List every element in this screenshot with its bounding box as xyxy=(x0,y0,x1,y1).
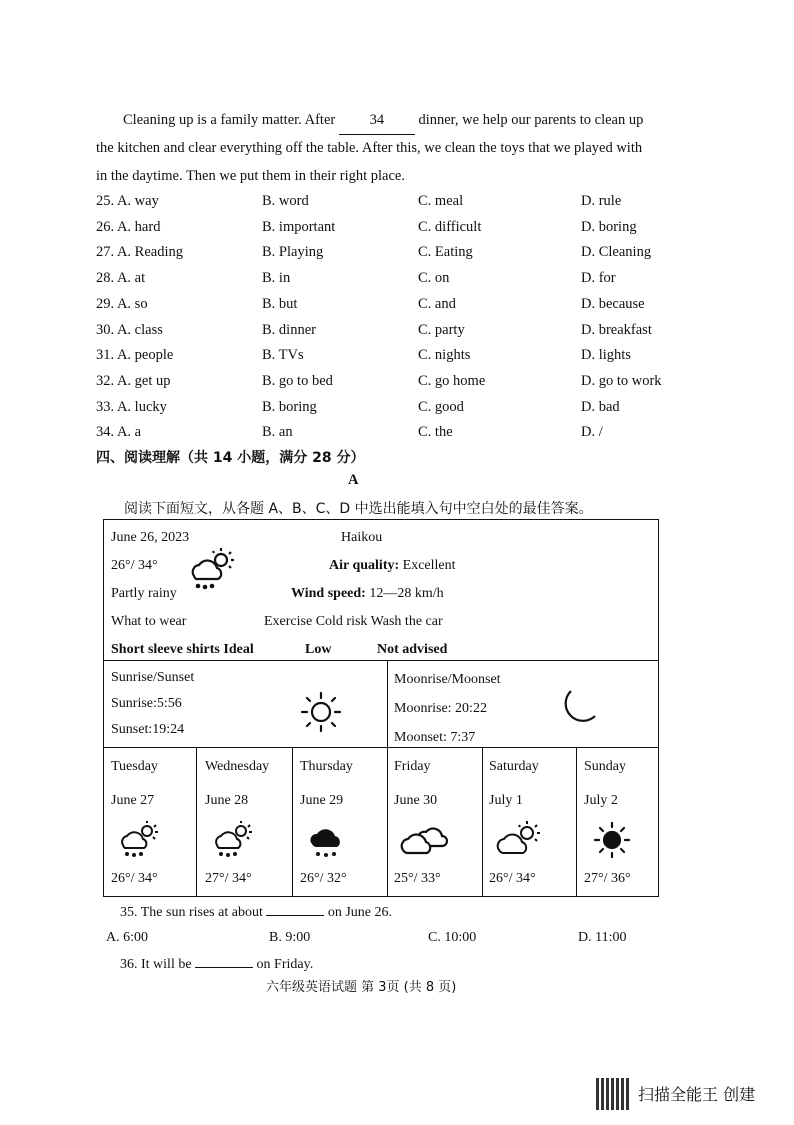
q34-option-d: D. / xyxy=(581,424,603,441)
q30-option-d: D. breakfast xyxy=(581,321,652,338)
q30-option-c: C. party xyxy=(418,321,465,338)
moonrise-time: Moonrise: 20:22 xyxy=(394,701,487,716)
rain-sun-icon xyxy=(211,820,259,860)
q27-option-c: C. Eating xyxy=(418,244,473,261)
q32-option-a: 32. A. get up xyxy=(96,372,171,389)
q28-option-a: 28. A. at xyxy=(96,270,146,287)
wind-speed: Wind speed: 12—28 km/h xyxy=(291,586,444,601)
q32-option-d: D. go to work xyxy=(581,372,662,389)
forecast-day: Saturday xyxy=(489,759,539,774)
forecast-date: June 29 xyxy=(300,793,344,808)
q29-option-d: D. because xyxy=(581,295,645,312)
moon-title: Moonrise/Moonset xyxy=(394,672,501,687)
q28-option-b: B. in xyxy=(262,270,291,287)
sunset-time: Sunset:19:24 xyxy=(111,722,185,737)
forecast-day: Wednesday xyxy=(205,759,270,774)
q27-option-d: D. Cleaning xyxy=(581,244,652,261)
question-number: 34. xyxy=(96,424,115,441)
q35-option-d: D. 11:00 xyxy=(578,930,627,945)
divider xyxy=(387,660,388,747)
scanner-watermark: 扫描全能王 创建 xyxy=(638,1085,756,1104)
q27-option-b: B. Playing xyxy=(262,244,324,261)
q26-option-d: D. boring xyxy=(581,218,637,235)
question-number: 26. xyxy=(96,218,115,235)
q28-option-c: C. on xyxy=(418,270,450,287)
q34-option-a: 34. A. a xyxy=(96,424,142,441)
question-36: 36. It will be on Friday. xyxy=(120,957,314,972)
forecast-temp: 26°/ 32° xyxy=(300,871,347,886)
forecast-date: June 30 xyxy=(394,793,438,808)
weather-date: June 26, 2023 xyxy=(111,530,190,545)
forecast-temp: 26°/ 34° xyxy=(111,871,158,886)
q34-option-c: C. the xyxy=(418,424,453,441)
divider xyxy=(196,747,197,896)
q25-option-b: B. word xyxy=(262,193,309,209)
forecast-date: June 27 xyxy=(111,793,155,808)
q34-option-b: B. an xyxy=(262,424,293,441)
blank-34: 34 xyxy=(339,107,415,135)
weather-condition: Partly rainy xyxy=(111,586,177,601)
q32-option-b: B. go to bed xyxy=(262,372,333,389)
question-number: 27. xyxy=(96,244,115,261)
moonset-time: Moonset: 7:37 xyxy=(394,730,476,745)
q31-option-b: B. TVs xyxy=(262,347,304,364)
q31-option-c: C. nights xyxy=(418,347,471,364)
part-label: A xyxy=(348,472,359,488)
q31-option-d: D. lights xyxy=(581,347,631,364)
q29-option-b: B. but xyxy=(262,295,298,312)
forecast-temp: 27°/ 34° xyxy=(205,871,252,886)
question-number: 31. xyxy=(96,347,115,364)
rain-sun-icon xyxy=(117,820,165,860)
q30-option-a: 30. A. class xyxy=(96,321,163,338)
question-number: 32. xyxy=(96,372,115,389)
q35-option-b: B. 9:00 xyxy=(269,930,311,945)
passage-line-3: in the daytime. Then we put them in their right place. xyxy=(96,168,405,184)
forecast-date: July 2 xyxy=(584,793,618,808)
page-footer: 六年级英语试题 第 3页 (共 8 页) xyxy=(266,980,457,995)
question-number: 30. xyxy=(96,321,115,338)
q27-option-a: 27. A. Reading xyxy=(96,244,183,261)
question-35: 35. The sun rises at about on June 26. xyxy=(120,905,393,920)
question-number: 28. xyxy=(96,270,115,287)
passage-line-2: the kitchen and clear everything off the table. After this, we clean the toys that we played with xyxy=(96,140,643,156)
forecast-day: Sunday xyxy=(584,759,626,774)
question-number: 33. xyxy=(96,398,115,415)
q26-option-a: 26. A. hard xyxy=(96,218,161,235)
divider xyxy=(387,747,388,896)
divider xyxy=(103,660,659,661)
cold-risk-value: Low xyxy=(305,642,332,657)
weather-city: Haikou xyxy=(341,530,383,545)
forecast-date: July 1 xyxy=(489,793,523,808)
q29-option-c: C. and xyxy=(418,295,456,312)
partly-cloudy-icon xyxy=(495,820,543,860)
passage-line-1: Cleaning up is a family matter. After 34 dinner, we help our parents to clean up xyxy=(123,107,643,135)
qr-code-icon xyxy=(596,1078,630,1110)
q33-option-b: B. boring xyxy=(262,398,317,415)
forecast-day: Friday xyxy=(394,759,431,774)
q28-option-d: D. for xyxy=(581,270,616,287)
q25-option-a: 25. A. way xyxy=(96,193,159,209)
section-title: 四、阅读理解（共 14 小题，满分 28 分） xyxy=(96,450,365,466)
q35-option-c: C. 10:00 xyxy=(428,930,477,945)
q32-option-c: C. go home xyxy=(418,372,486,389)
cloudy-icon xyxy=(400,820,448,860)
q33-option-d: D. bad xyxy=(581,398,620,415)
air-quality: Air quality: Excellent xyxy=(329,558,456,573)
forecast-temp: 25°/ 33° xyxy=(394,871,441,886)
sunrise-time: Sunrise:5:56 xyxy=(111,696,182,711)
q30-option-b: B. dinner xyxy=(262,321,316,338)
forecast-day: Thursday xyxy=(300,759,353,774)
moon-icon xyxy=(557,688,599,726)
question-number: 29. xyxy=(96,295,115,312)
q25-option-d: D. rule xyxy=(581,193,622,209)
sun-title: Sunrise/Sunset xyxy=(111,670,195,685)
sunny-icon xyxy=(590,820,638,860)
index-labels: Exercise Cold risk Wash the car xyxy=(264,614,443,629)
rain-sun-icon xyxy=(186,546,238,592)
q31-option-a: 31. A. people xyxy=(96,347,174,364)
wear-label: What to wear xyxy=(111,614,187,629)
wash-car-value: Not advised xyxy=(377,642,448,657)
question-number: 25. xyxy=(96,193,115,209)
instruction: 阅读下面短文，从各题 A、B、C、D 中选出能填入句中空白处的最佳答案。 xyxy=(124,501,593,517)
q29-option-a: 29. A. so xyxy=(96,295,148,312)
forecast-temp: 27°/ 36° xyxy=(584,871,631,886)
forecast-date: June 28 xyxy=(205,793,249,808)
divider xyxy=(482,747,483,896)
weather-temp: 26°/ 34° xyxy=(111,558,158,573)
sun-icon xyxy=(298,690,344,734)
q35-option-a: A. 6:00 xyxy=(106,930,148,945)
forecast-day: Tuesday xyxy=(111,759,158,774)
q33-option-c: C. good xyxy=(418,398,464,415)
q33-option-a: 33. A. lucky xyxy=(96,398,167,415)
divider xyxy=(576,747,577,896)
heavy-rain-icon xyxy=(306,820,354,860)
divider xyxy=(292,747,293,896)
q26-option-b: B. important xyxy=(262,218,336,235)
wear-value: Short sleeve shirts Ideal xyxy=(111,642,254,657)
q25-option-c: C. meal xyxy=(418,193,464,209)
q26-option-c: C. difficult xyxy=(418,218,482,235)
forecast-temp: 26°/ 34° xyxy=(489,871,536,886)
